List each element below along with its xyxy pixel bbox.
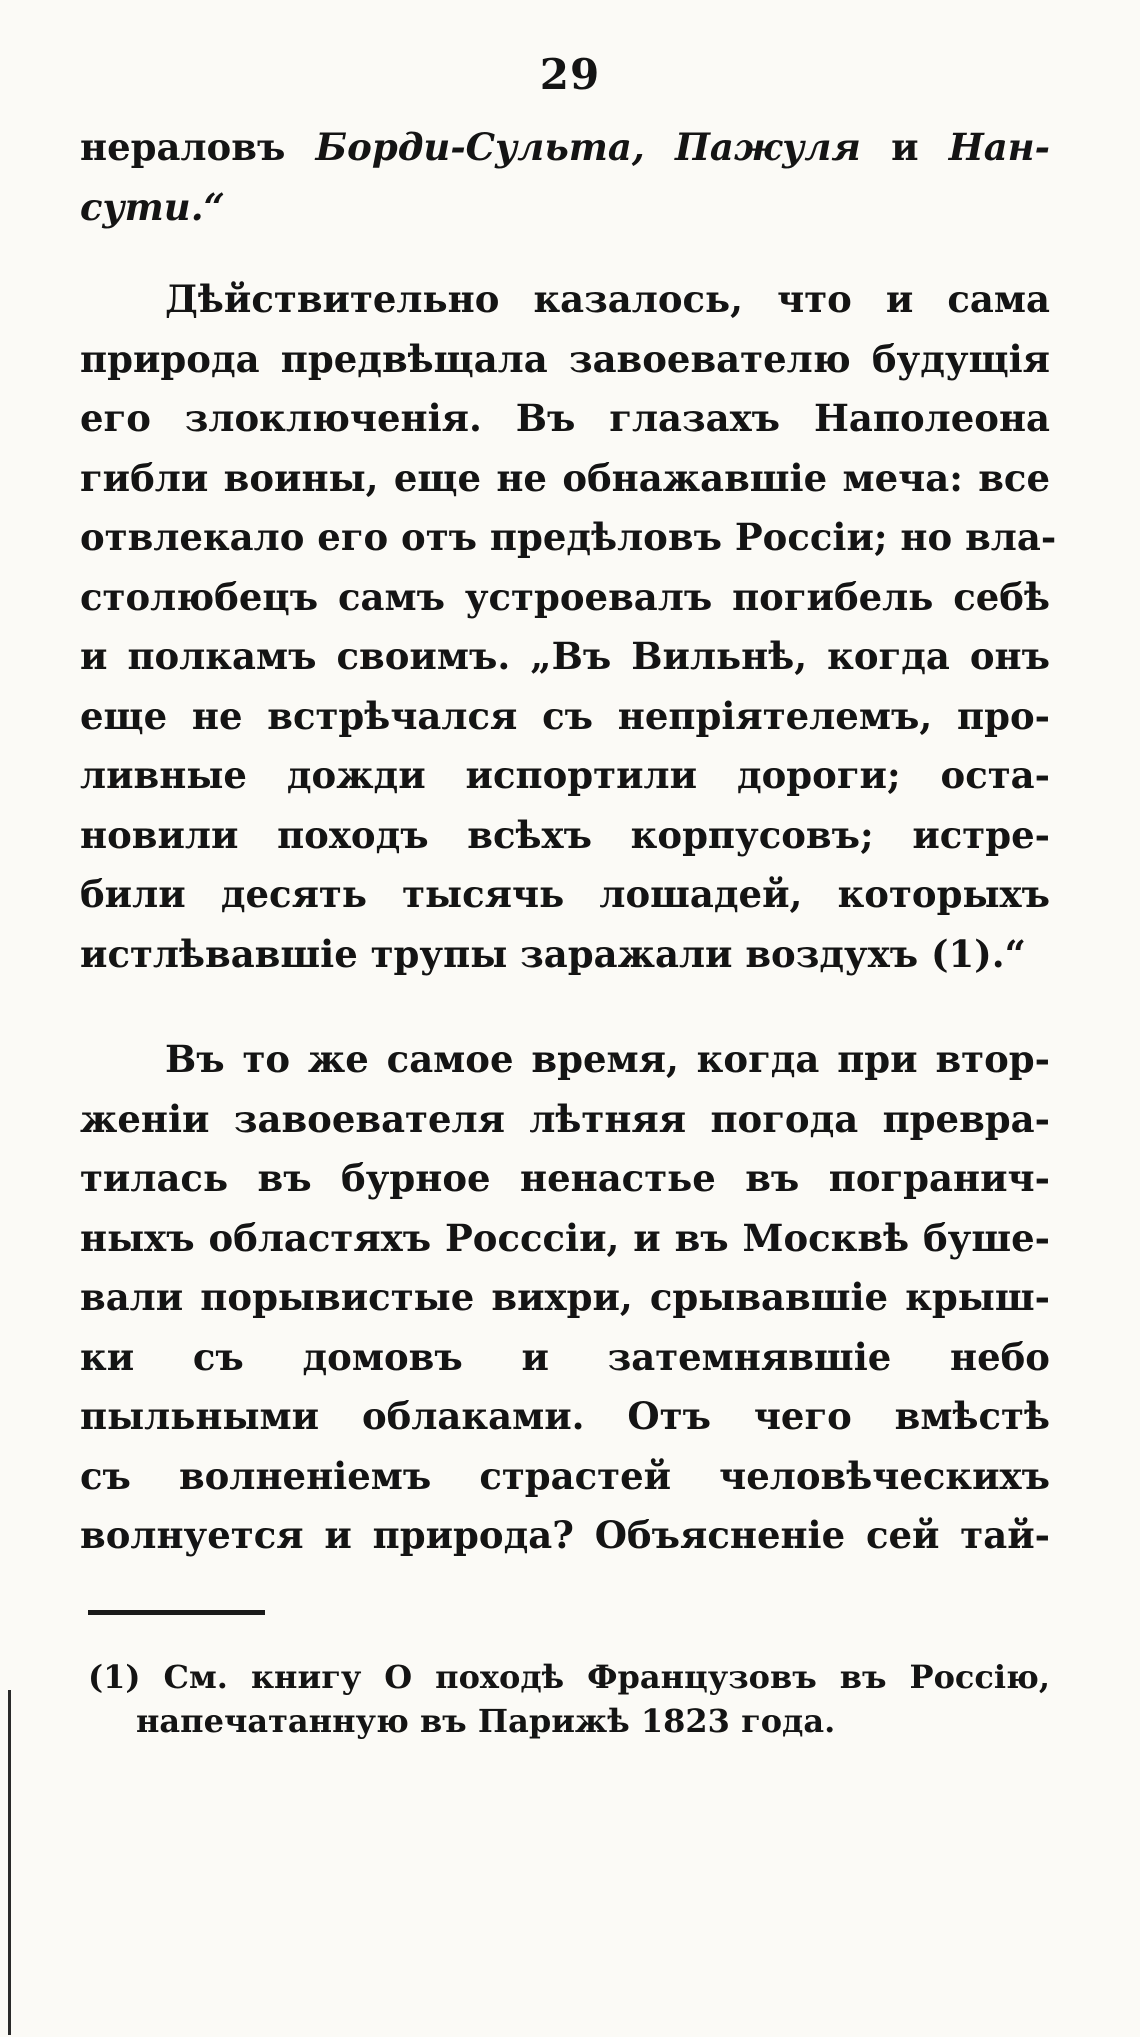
text-line: ливные дожди испортили дороги; оста- — [80, 753, 1050, 797]
text-line: вали порывистые вихри, срывавшіе крыш- — [80, 1275, 1050, 1319]
footnote-line: напечатанную въ Парижѣ 1823 года. — [136, 1702, 836, 1740]
text-line: ныхъ областяхъ Росссіи, и въ Москвѣ буше- — [80, 1215, 1050, 1260]
text-line: пыльными облаками. Отъ чего вмѣстѣ — [80, 1394, 1050, 1438]
text-line: съ волненіемъ страстей человѣческихъ — [80, 1453, 1050, 1498]
text-line: еще не встрѣчался съ непріятелемъ, про- — [80, 693, 1050, 738]
text-line: женіи завоевателя лѣтняя погода превра- — [80, 1096, 1050, 1141]
footnote-line: (1) См. книгу О походѣ Французовъ въ Россію, — [88, 1658, 1050, 1696]
text-line: новили походъ всѣхъ корпусовъ; истре- — [80, 812, 1050, 857]
paragraph-continuation — [80, 118, 1050, 237]
page-number: 29 — [539, 50, 601, 99]
text-line-plain: и — [860, 125, 949, 169]
paragraph-gap — [80, 984, 1050, 1030]
text-line: природа предвѣщала завоевателю будущія — [80, 336, 1050, 381]
paragraph-napoleon — [80, 270, 1057, 984]
footnote — [88, 1655, 1050, 1743]
text-line: ки съ домовъ и затемнявшіе небо — [80, 1334, 1050, 1379]
text-line-italic: Нан- — [948, 125, 1050, 169]
text-line — [80, 118, 1050, 178]
text-line: столюбецъ самъ устроевалъ погибель себѣ — [80, 574, 1050, 619]
text-line: истлѣвавшіе трупы заражали воздухъ (1).“ — [80, 931, 1026, 976]
text-line-plain: нераловъ — [80, 125, 316, 169]
text-line: его злоключенія. Въ глазахъ Наполеона — [80, 396, 1050, 440]
text-line: Дѣйствительно казалось, что и сама — [165, 277, 1050, 321]
text-line: Въ то же самое время, когда при втор- — [165, 1037, 1050, 1081]
footnote-rule — [88, 1610, 265, 1615]
text-line: и полкамъ своимъ. „Въ Вильнѣ, когда онъ — [80, 634, 1050, 678]
text-line: гибли воины, еще не обнажавшіе меча: все — [80, 455, 1050, 500]
text-line: сути.“ — [80, 184, 225, 229]
text-line-italic: Борди-Сульта, Пажуля — [315, 125, 861, 169]
paragraph-weather — [80, 1030, 1050, 1566]
body-text — [80, 118, 1057, 1566]
text-line: били десять тысячь лошадей, которыхъ — [80, 872, 1050, 916]
paragraph-gap — [80, 237, 1050, 270]
text-line: тилась въ бурное ненастье въ погранич- — [80, 1156, 1050, 1200]
scan-edge-shadow — [8, 1690, 11, 2035]
text-line: волнуется и природа? Объясненіе сей тай- — [80, 1513, 1050, 1557]
text-line: отвлекало его отъ предѣловъ Россіи; но вла- — [80, 515, 1057, 559]
